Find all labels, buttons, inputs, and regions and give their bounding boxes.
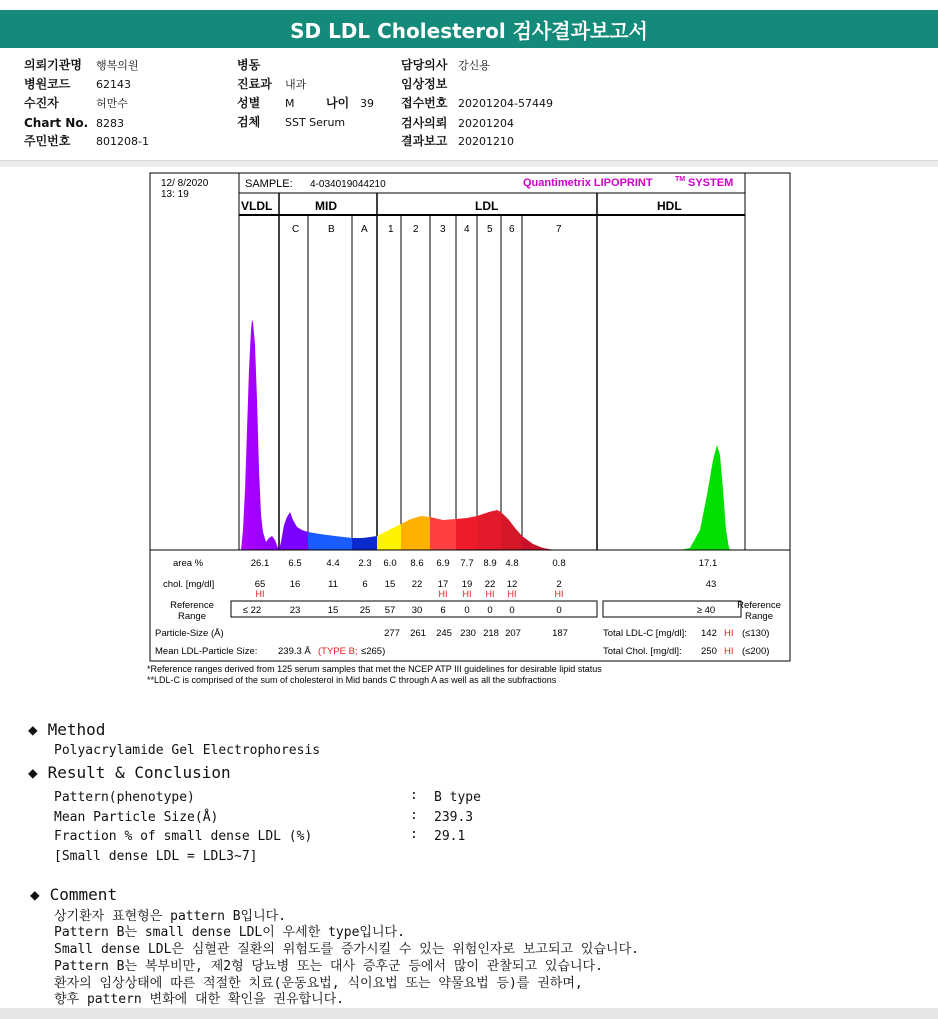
lipoprint-svg [145, 170, 795, 690]
particle-2: 261 [410, 628, 426, 639]
header-request-date: 검사의뢰 20201204 [401, 116, 514, 130]
area-c: 6.5 [288, 558, 302, 569]
band-label-2: 2 [413, 224, 419, 235]
diamond-icon: ◆ [28, 720, 38, 739]
ref-vldl: ≤ 22 [242, 605, 262, 616]
lipoprint-report [145, 170, 795, 690]
header-specimen: 검체 SST Serum [237, 115, 346, 129]
total-chol-ref: (≤200) [742, 646, 770, 657]
area-b: 4.4 [326, 558, 340, 569]
hi-flag-4: HI [462, 589, 472, 599]
header-separator [0, 160, 938, 167]
ref-b: 15 [327, 605, 339, 616]
result-row-value: 29.1 [434, 829, 466, 844]
particle-3: 245 [436, 628, 452, 639]
ldl5-area [477, 510, 501, 550]
report-time: 13: 19 [161, 189, 189, 200]
total-ldl-label: Total LDL-C [mg/dl]: [603, 628, 687, 639]
chol-hdl: 43 [705, 579, 717, 590]
ref-label-1: Reference [170, 600, 214, 611]
ref-hdl: ≥ 40 [696, 605, 716, 616]
mean-value: 239.3 Å [278, 646, 311, 657]
area-4: 7.7 [460, 558, 474, 569]
header-report-date: 결과보고 20201210 [401, 134, 514, 148]
band-label-4: 4 [464, 224, 470, 235]
ref-6: 0 [509, 605, 515, 616]
area-1: 6.0 [383, 558, 397, 569]
particle-6: 207 [505, 628, 521, 639]
area-6: 4.8 [505, 558, 519, 569]
comment-line: 상기환자 표현형은 pattern B입니다. [54, 909, 287, 924]
particle-label: Particle-Size (Å) [155, 628, 224, 639]
ref-5: 0 [487, 605, 493, 616]
ref-4: 0 [464, 605, 470, 616]
hi-flag-5: HI [485, 589, 495, 599]
mean-label: Mean LDL-Particle Size: [155, 646, 258, 657]
particle-5: 218 [483, 628, 499, 639]
header-department: 진료과 내과 [237, 77, 307, 91]
area-3: 6.9 [436, 558, 450, 569]
chol-c: 16 [289, 579, 301, 590]
particle-4: 230 [460, 628, 476, 639]
total-ldl-value: 142 [701, 628, 717, 639]
header-chart-no: Chart No. 8283 [24, 116, 124, 130]
area-7: 0.8 [552, 558, 566, 569]
group-hdl: HDL [657, 199, 682, 213]
result-heading: ◆ Result & Conclusion [28, 763, 231, 782]
ref-1: 57 [384, 605, 396, 616]
area-label: area % [173, 558, 204, 569]
area-5: 8.9 [483, 558, 497, 569]
result-note: [Small dense LDL = LDL3~7] [54, 849, 258, 864]
group-ldl: LDL [475, 199, 499, 213]
result-row-label: Mean Particle Size(Å) [54, 810, 219, 825]
ref-3: 6 [440, 605, 446, 616]
ref-a: 25 [359, 605, 371, 616]
chol-6: 12 [506, 579, 518, 590]
header-info [0, 52, 938, 162]
comment-line: 향후 pattern 변화에 대한 확인을 권유합니다. [54, 992, 345, 1007]
header-age: 나이 39 [326, 96, 374, 110]
particle-1: 277 [384, 628, 400, 639]
particle-7: 187 [552, 628, 568, 639]
hi-flag-7: HI [554, 589, 564, 599]
footer-bar [0, 1008, 938, 1019]
sample-id: 4-034019044210 [310, 179, 386, 190]
result-row-value: B type [434, 790, 481, 805]
total-ldl-hi: HI [724, 628, 734, 639]
group-mid: MID [315, 199, 337, 213]
area-vldl: 26.1 [250, 558, 270, 569]
chol-1: 15 [384, 579, 396, 590]
group-vldl: VLDL [241, 199, 273, 213]
result-row-colon: : [410, 827, 418, 842]
ldl4-area [456, 516, 477, 550]
brand-name: Quantimetrix LIPOPRINT [523, 177, 653, 189]
band-label-1: 1 [388, 224, 394, 235]
ref-c: 23 [289, 605, 301, 616]
header-sex: 성별 M [237, 96, 295, 110]
header-receipt-no: 접수번호 20201204-57449 [401, 96, 553, 110]
report-title: SD LDL Cholesterol 검사결과보고서 [0, 10, 938, 48]
diamond-icon: ◆ [30, 885, 40, 904]
area-2: 8.6 [410, 558, 424, 569]
band-label-a: A [361, 224, 368, 235]
report-date: 12/ 8/2020 [161, 178, 209, 189]
chol-4: 19 [461, 579, 473, 590]
band-label-7: 7 [556, 224, 562, 235]
ref-label-2: Range [178, 611, 206, 622]
band-label-3: 3 [440, 224, 446, 235]
header-org: 의뢰기관명 행복의원 [24, 58, 139, 72]
band-label-b: B [328, 224, 335, 235]
band-label-c: C [292, 224, 300, 235]
total-chol-value: 250 [701, 646, 717, 657]
ref-label-right-2: Range [745, 611, 773, 622]
footnote-1: *Reference ranges derived from 125 serum samples that met the NCEP ATP III guidelines for desirable lipid status [147, 664, 602, 674]
chol-a: 6 [362, 579, 368, 590]
header-hospital-code: 병원코드 62143 [24, 77, 131, 91]
band-label-6: 6 [509, 224, 515, 235]
total-ldl-ref: (≤130) [742, 628, 770, 639]
comment-line: Pattern B는 small dense LDL이 우세한 type입니다. [54, 925, 405, 940]
comment-line: Small dense LDL은 심혈관 질환의 위험도를 증가시킬 수 있는 위험인자로 보고되고 있습니다. [54, 942, 639, 957]
ref-label-right-1: Reference [737, 600, 781, 611]
method-text: Polyacrylamide Gel Electrophoresis [54, 743, 321, 758]
chol-b: 11 [328, 579, 338, 590]
chol-3: 17 [437, 579, 449, 590]
hi-flag-6: HI [507, 589, 517, 599]
comment-line: 환자의 임상상태에 따른 적절한 치료(운동요법, 식이요법 또는 약물요법 등)를 권하며, [54, 976, 583, 991]
hi-flag-vldl: HI [255, 589, 265, 599]
ref-7: 0 [556, 605, 562, 616]
mean-ref: ≤265) [361, 646, 386, 657]
header-id-number: 주민번호 801208-1 [24, 134, 149, 148]
header-clinical-info: 임상정보 [401, 77, 448, 91]
area-a: 2.3 [358, 558, 372, 569]
hi-flag-3: HI [438, 589, 448, 599]
result-row-colon: : [410, 808, 418, 823]
ref-2: 30 [411, 605, 423, 616]
band-label-5: 5 [487, 224, 493, 235]
result-row-label: Fraction % of small dense LDL (%) [54, 829, 313, 844]
mid-a-area [352, 536, 377, 550]
header-ward: 병동 [237, 58, 261, 72]
comment-line: Pattern B는 복부비만, 제2형 당뇨병 또는 대사 증후군 등에서 많이 관찰되고 있습니다. [54, 959, 603, 974]
total-chol-hi: HI [724, 646, 734, 657]
total-chol-label: Total Chol. [mg/dl]: [603, 646, 682, 657]
sample-label: SAMPLE: [245, 178, 293, 190]
area-hdl: 17.1 [698, 558, 718, 569]
mean-type: (TYPE B; [318, 646, 358, 657]
chol-2: 22 [411, 579, 423, 590]
header-patient: 수진자 허만수 [24, 96, 128, 110]
chol-label: chol. [mg/dl] [163, 579, 215, 590]
chol-7: 2 [556, 579, 562, 590]
brand-system: SYSTEM [688, 177, 734, 189]
footnote-2: **LDL-C is comprised of the sum of cholesterol in Mid bands C through A as well as all the subfractions [147, 675, 557, 685]
diamond-icon: ◆ [28, 763, 38, 782]
comment-heading: ◆ Comment [30, 885, 118, 904]
result-row-value: 239.3 [434, 810, 474, 825]
header-doctor: 담당의사 강신용 [401, 58, 490, 72]
method-heading: ◆ Method [28, 720, 106, 739]
result-row-colon: : [410, 788, 418, 803]
ldl3-area [430, 517, 456, 550]
chol-vldl: 65 [254, 579, 266, 590]
chol-5: 22 [484, 579, 496, 590]
result-row-label: Pattern(phenotype) [54, 790, 195, 805]
brand-tm: TM [675, 176, 686, 183]
